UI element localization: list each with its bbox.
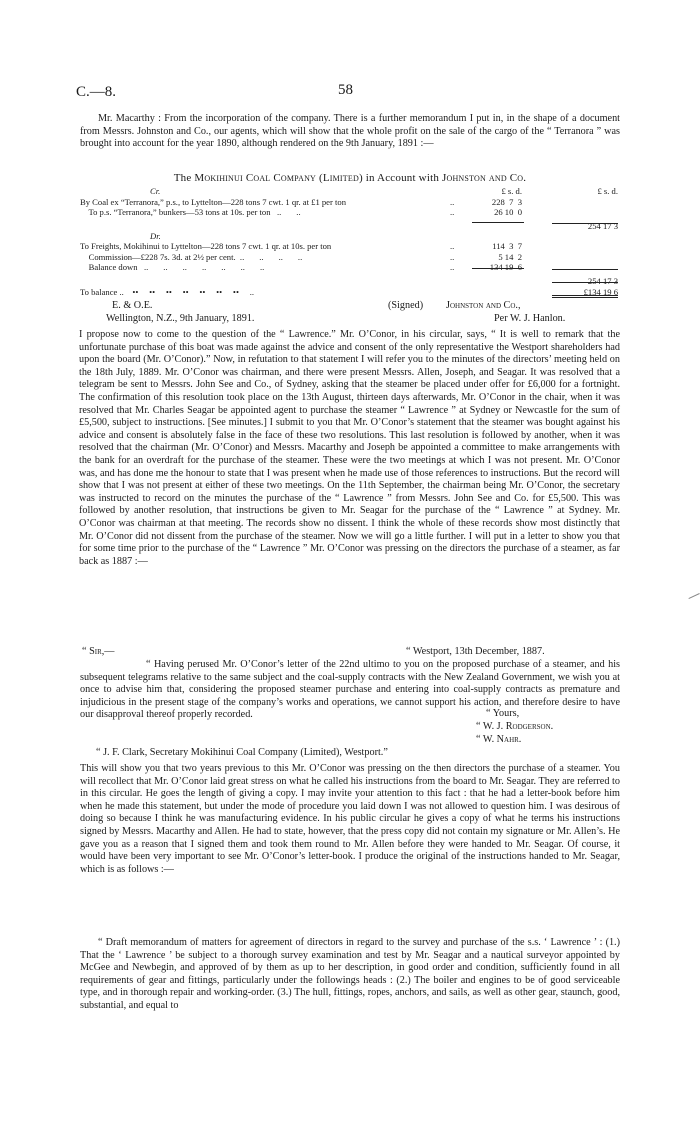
balance-label: To balance .. •• •• •• •• •• •• •• ..: [80, 286, 254, 297]
row-amount: 114 3 7: [492, 241, 522, 251]
letter-addressee: “ J. F. Clark, Secretary Mokihinui Coal Company (Limited), Westport.”: [96, 747, 388, 758]
row-label: To Freights, Mokihinui to Lyttelton—228 tons 7 cwt. 1 qr. at 10s. per ton: [80, 241, 332, 251]
row-label: Commission—£228 7s. 3d. at 2½ per cent. .. .. .. ..: [80, 251, 303, 262]
account-row: [80, 262, 620, 273]
subtotal-rule: [472, 222, 524, 223]
subtotal-rule: [552, 269, 618, 270]
account-company: Mokihinui Coal Company (Limited): [194, 172, 363, 184]
account-row: [80, 207, 620, 218]
subtotal-rule: [472, 268, 524, 269]
row-dots: ..: [450, 207, 455, 217]
row-dots: ..: [450, 262, 455, 272]
balance-value: £134 19 6: [583, 286, 618, 297]
letter-body: “ Having perused Mr. O’Conor’s letter of the 22nd ultimo to you on the proposed purchase of a steamer, and his subsequent telegrams relative to the same subject and the coal-supply contracts with the New Zealand Government, we wish you at once to advise him that, considering the proposed steamer purchase and entering into coal-supply contracts as premature and injudicious in the present stage of the company’s works and operations, we cannot support his action, and therefore desire to have our disapproval thereof properly recorded.: [80, 659, 620, 721]
page-number: 58: [338, 82, 353, 98]
subtotal-rule: [552, 223, 618, 224]
row-dots: ..: [450, 196, 455, 207]
row-amount: 5 14 2: [498, 251, 522, 262]
row-label: To p.s. “Terranora,” bunkers—53 tons at 10s. per ton .. ..: [80, 207, 301, 217]
account-title-mid: in Account with: [362, 172, 442, 184]
account-row: [80, 197, 620, 208]
eoe-note: E. & O.E.: [112, 300, 153, 311]
cr-label: Cr.: [150, 186, 161, 196]
letter-closing: “ Yours,: [486, 708, 520, 719]
account-row: [80, 241, 620, 252]
document-reference: C.—8.: [76, 84, 117, 100]
row-amount: 26 10 0: [494, 207, 522, 217]
dr-total: 254 17 3: [587, 275, 618, 286]
account-table: [80, 186, 620, 299]
row-label: Balance down .. .. .. .. .. .. ..: [80, 262, 265, 272]
signoff-place-date: Wellington, N.Z., 9th January, 1891.: [106, 313, 255, 324]
account-dr-header-row: [80, 231, 620, 242]
signoff-per: Per W. J. Hanlon.: [494, 313, 566, 324]
col1-heading: £ s. d.: [501, 186, 522, 196]
memorandum-paragraph: “ Draft memorandum of matters for agreement of directors in regard to the survey and purchase of the s.s. ‘ Lawrence ’ : (1.) That the ‘ Lawrence ’ be subject to a thorough survey examination and test by Mr. Seagar and a nautical surveyor appointed by McGee and Newbegin, and approved of by them as up to her description, in good order and condition, sufficiently found in all requirements of gear and fittings, particularly under the followings heads : (2.) The boiler and engines to be of good serviceable type, and in thorough repair and working-order. (3.) The hull, fittings, ropes, anchors, and sails, as well as other gear, staunch, good, substantial, and equal to: [80, 937, 620, 1011]
intro-paragraph: Mr. Macarthy : From the incorporation of the company. There is a further memorandum I put in, in the shape of a document from Messrs. Johnston and Co., our agents, which will show that the whole profit on the sale of the cargo of the “ Terranora ” was brought into account for the year 1890, although rendered on the 9th January, 1891 :—: [80, 113, 620, 150]
cr-total: 254 17 3: [587, 220, 618, 231]
row-amount: 134 19 6: [489, 262, 522, 272]
letter-signature: “ W. J. Rodgerson.: [476, 721, 554, 732]
lawrence-paragraph: I propose now to come to the question of the “ Lawrence.” Mr. O’Conor, in his circular, says, “ It is well to remark that the unfortunate purchase of this boat was made against the advice and consent of the only representative the Westport shareholders had upon the board (Mr. O’Conor).” Now, in refutation to that statement I will refer you to the minutes of the directors’ meeting held on the 18th July, 1889. Mr. O’Conor was chairman, and there were present Messrs. Allen, Joseph, and Seagar. It was resolved that a telegram be sent to Messrs. John See and Co., of Sydney, asking that the steamer be placed under offer for £6,000 for a fortnight. The confirmation of this resolution took place on the 13th August, thirteen days afterwards, Mr. O’Conor in the chair, when it was resolved that Mr. Charles Seagar be appointed agent to purchase the steamer “ Lawrence ” at Sydney or Newcastle for the sum of £5,500, subject to instructions. [See minutes.] I submit to you that Mr. O’Conor’s statement that the steamer was bought against his advice and consent is absolutely false in the face of these two resolutions. This last resolution is followed by another, when it was resolved that the chairman (Mr. O’Conor) and Messrs. Macarthy and Joseph be appointed a committee to make arrangements with the bank for an overdraft for the purchase of the steamer. These were the two meetings at which I was not present. Mr. O’Conor was, and has done me the honour to state that I was present when he made use of those references to instructions. But the record will show that I was not present at either of these two meetings. On the 11th September, the chairman being Mr. O’Conor, the secretary was instructed to record on the minutes the purchase of the “ Lawrence ” from Messrs. John See and Co. for £5,500. This was followed by another resolution, that instructions be given to Mr. Seagar for the purchase of the “ Lawrence ” at Sydney. Mr. O’Conor was chairman at that meeting. The records show no dissent. I think the whole of these records show most distinctly that Mr. O’Conor did not dissent from the purchase of the steamer. Now we will go a little further. I will put in a letter to show you that for some time prior to the purchase of the “ Lawrence ” Mr. O’Conor was pressing on the directors the purchase of a steamer, as far back as 1887 :—: [79, 329, 620, 567]
instructions-paragraph: This will show you that two years previous to this Mr. O’Conor was pressing on the then directors the purchase of a steamer. You will recollect that Mr. O’Conor laid great stress on what he called his instructions from the board to Mr. Seagar. They are referred to in this circular. He goes the length of giving a copy. I may invite your attention to this fact : that he had a letter-book before him when he made this statement, but under the mode of procedure you laid down I was not allowed to question him. I was desirous of doing so because I think he was manufacturing evidence. In his public circular he gives a copy of what he terms his instructions signed by Messrs. Macarthy and Allen. He had to state, however, that the press copy did not contain my signature or Mr. Allen’s. He gave you as a reason that I signed them and took them round to Mr. Allen before they were handed to Mr. Seagar. Of course, it would have been very important to see Mr. O’Conor’s letter-book. I produce the original of the instructions handed to Mr. Seagar, which is as follows :—: [80, 763, 620, 875]
margin-mark: [684, 584, 700, 599]
account-subtotal-row: [80, 273, 620, 287]
account-title: [80, 172, 620, 184]
signoff-firm: Johnston and Co.,: [446, 300, 521, 311]
col2-heading: £ s. d.: [597, 186, 618, 196]
double-rule: [552, 297, 618, 298]
account-row: [80, 252, 620, 263]
account-header-row: [80, 186, 620, 197]
account-agent: Johnston and Co.: [441, 172, 527, 184]
dr-label: Dr.: [150, 230, 161, 241]
total-rule: [552, 282, 618, 283]
letter-dateline: “ Westport, 13th December, 1887.: [406, 646, 545, 657]
row-dots: ..: [450, 241, 455, 251]
account-balance-row: [80, 287, 620, 299]
signed-label: (Signed): [388, 300, 424, 311]
row-label: By Coal ex “Terranora,” p.s., to Lyttelton—228 tons 7 cwt. 1 qr. at £1 per ton: [80, 196, 346, 207]
row-amount: 228 7 3: [491, 196, 522, 207]
account-title-pre: The: [173, 172, 195, 184]
letter-signature: “ W. Nahr.: [476, 734, 522, 745]
letter-salutation: “ Sir,—: [82, 646, 115, 657]
account-subtotal-row: [80, 218, 620, 231]
double-rule: [552, 295, 618, 296]
row-dots: ..: [450, 251, 455, 262]
